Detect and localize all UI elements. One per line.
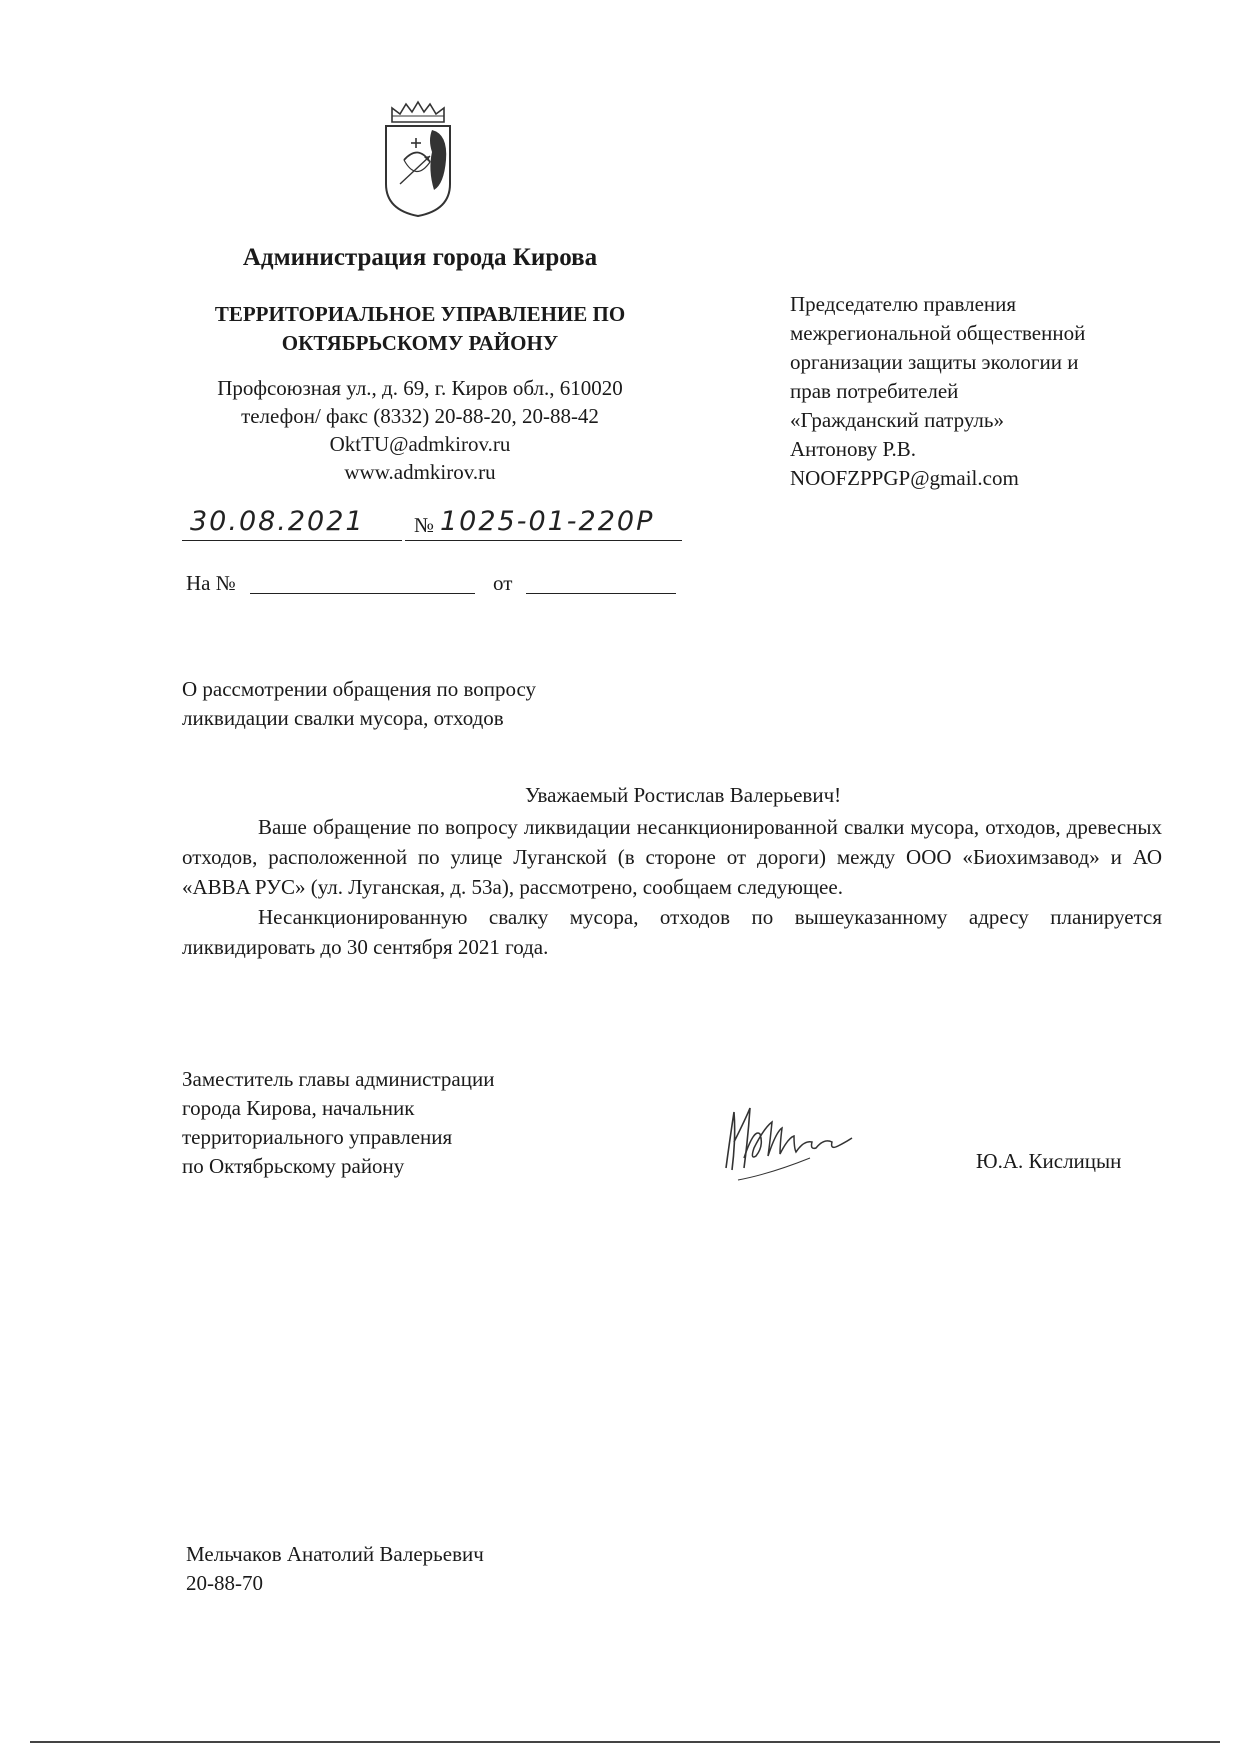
sender-email: OktTU@admkirov.ru — [329, 432, 511, 456]
reference-number-blank — [250, 593, 475, 594]
sender-website: www.admkirov.ru — [344, 460, 496, 484]
date-underline — [182, 540, 402, 541]
letter-subject — [182, 675, 536, 733]
page-bottom-line — [30, 1741, 1220, 1743]
recipient-block — [790, 290, 1085, 493]
reference-date-blank — [526, 593, 676, 594]
recipient-line: прав потребителей — [790, 379, 959, 403]
recipient-line: Председателю правления — [790, 292, 1017, 316]
recipient-line: Антонову Р.В. — [790, 437, 917, 461]
coat-of-arms-icon — [378, 100, 458, 220]
recipient-line: организации защиты экологии и — [790, 350, 1079, 374]
signatory-title-line: города Кирова, начальник — [182, 1096, 415, 1120]
recipient-line: «Гражданский патруль» — [790, 408, 1004, 432]
reference-number-label: На № — [186, 571, 236, 595]
signatory-title-line: по Октябрьскому району — [182, 1154, 405, 1178]
letter-body — [182, 812, 1162, 962]
body-paragraph-2: Несанкционированную свалку мусора, отходов по вышеуказанному адресу планируется ликвидировать до 30 сентября 2021 года. — [182, 905, 1162, 959]
letter-greeting: Уважаемый Ростислав Валерьевич! — [525, 783, 842, 807]
recipient-line: межрегиональной общественной — [790, 321, 1086, 345]
executor-name: Мельчаков Анатолий Валерьевич — [186, 1542, 484, 1566]
recipient-email: NOOFZPPGP@gmail.com — [790, 466, 1019, 490]
signatory-title-line: Заместитель главы администрации — [182, 1067, 495, 1091]
sender-address: Профсоюзная ул., д. 69, г. Киров обл., 610020 — [217, 376, 623, 400]
department-line-1: ТЕРРИТОРИАЛЬНОЕ УПРАВЛЕНИЕ ПО — [214, 302, 626, 326]
sender-contacts — [160, 374, 680, 486]
department-name — [160, 300, 680, 358]
registration-number: 1025-01-220Р — [440, 506, 655, 537]
body-paragraph-1: Ваше обращение по вопросу ликвидации несанкционированной свалки мусора, отходов, древесных отходов, расположенной по улице Луганской (в стороне от дороги) между ООО «Биохимзавод» и АО «ABBA РУС» (ул. Луганская, д. 53а), рассмотрено, сообщаем следующее. — [182, 815, 1162, 899]
signatory-title-line: территориального управления — [182, 1125, 453, 1149]
subject-line-2: ликвидации свалки мусора, отходов — [182, 706, 504, 730]
handwritten-signature-icon — [720, 1098, 870, 1188]
sender-phone: телефон/ факс (8332) 20-88-20, 20-88-42 — [241, 404, 599, 428]
executor-phone: 20-88-70 — [186, 1571, 263, 1595]
executor-block — [186, 1540, 484, 1598]
signatory-name: Ю.А. Кислицын — [976, 1149, 1122, 1173]
department-line-2: ОКТЯБРЬСКОМУ РАЙОНУ — [281, 331, 559, 355]
number-underline — [405, 540, 682, 541]
registration-number-label: № — [414, 513, 435, 537]
organization-name: Администрация города Кирова — [242, 244, 598, 271]
signatory-title — [182, 1065, 494, 1181]
reference-from-label: от — [493, 571, 513, 595]
subject-line-1: О рассмотрении обращения по вопросу — [182, 677, 537, 701]
registration-date: 30.08.2021 — [190, 506, 365, 537]
